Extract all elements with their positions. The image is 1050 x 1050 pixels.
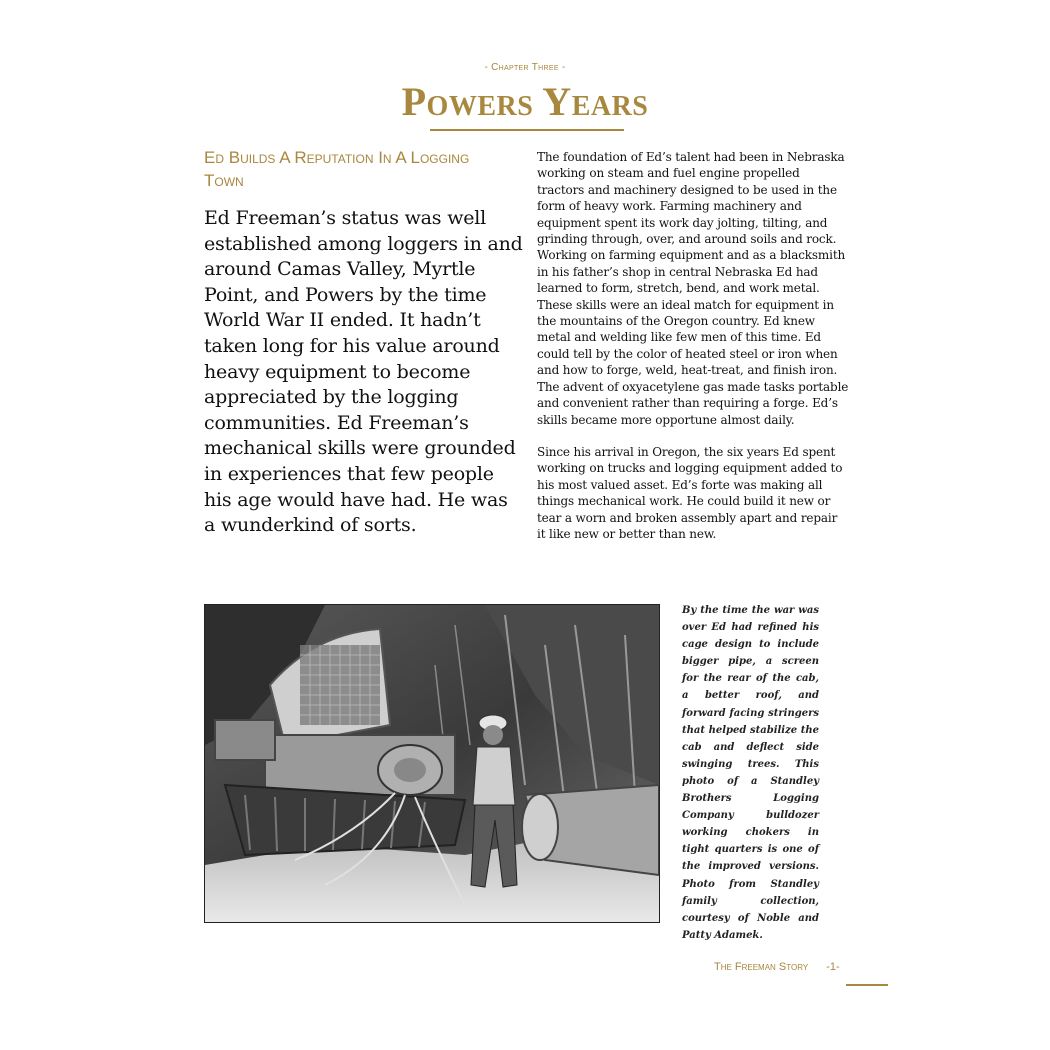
chapter-title: Powers Years [401,79,649,124]
lead-paragraph: Ed Freeman’s status was well established among loggers in and around Camas Valley, Myrtle Point, and Powers by the time World War II ended. It hadn’t taken long for his value around heavy equipment to become appreciated by the logging communities. Ed Freeman’s mechanical skills were grounded in experiences that few people his age would have had. He was a wunderkind of sorts. [204,207,523,537]
footer-page-number: -1- [826,961,840,973]
body-column [537,149,849,558]
body-paragraph-1: The foundation of Ed’s talent had been in Nebraska working on steam and fuel engine propelled tractors and machinery designed to be used in the form of heavy work. Farming machinery and equipment spent its work day jolting, tilting, and grinding through, over, and around soils and rock. Working on farming equipment and as a blacksmith in his father’s shop in central Nebraska Ed had learned to form, stretch, bend, and work metal. These skills were an ideal match for equipment in the mountains of the Oregon country. Ed knew metal and welding like few men of this time. Ed could tell by the color of heated steel or iron when and how to forge, weld, heat-treat, and finish iron. The advent of oxyacetylene gas made tasks portable and convenient rather than requiring a forge. Ed’s skills became more opportune almost daily. [537,150,849,427]
title-underline [430,129,624,131]
bulldozer-photo-illustration [205,605,659,922]
body-paragraph-2: Since his arrival in Oregon, the six years Ed spent working on trucks and logging equipment added to his most valued asset. Ed’s forte was making all things mechanical work. He could build it new or tear a worn and broken assembly apart and repair it like new or better than new. [537,444,843,541]
footer-book-title: The Freeman Story [714,961,809,973]
chapter-label: - Chapter Three - [484,62,566,73]
bulldozer-photo [204,604,660,923]
section-subheading: Ed Builds A Reputation In A Logging Town [204,148,470,190]
photo-caption: By the time the war was over Ed had refined his cage design to include bigger pipe, a screen for the rear of the cab, a better roof, and forward facing stringers that helped stabilize the cab and deflect side swinging trees. This photo of a Standley Brothers Logging Company bulldozer working chokers in tight quarters is one of the improved versions. Photo from Standley family collection, courtesy of Noble and Patty Adamek. [682,605,819,941]
footer-underline [846,984,888,986]
page-footer [714,961,840,973]
